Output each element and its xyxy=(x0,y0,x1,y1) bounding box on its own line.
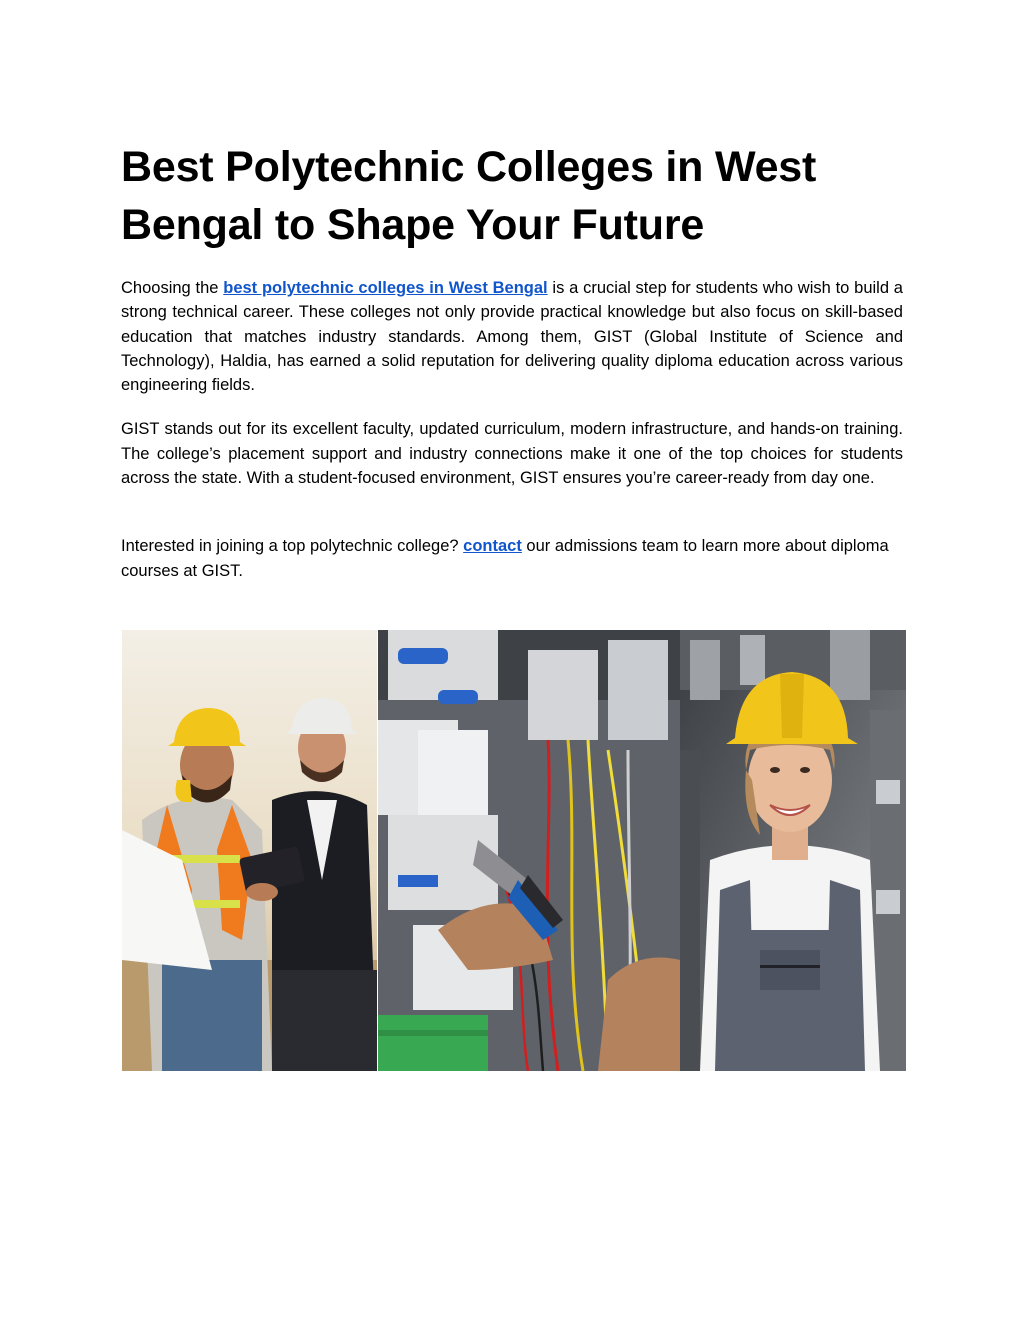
cta-paragraph xyxy=(121,534,903,583)
construction-workers-illustration xyxy=(122,630,377,1071)
contact-link[interactable]: contact xyxy=(463,537,522,556)
intro-paragraph xyxy=(121,276,903,397)
cta-text-before: Interested in joining a top polytechnic college? xyxy=(121,537,464,556)
electrician-wiring-illustration xyxy=(378,630,680,1071)
intro-text-after: is a crucial step for students who wish to build a strong technical career. These colleges not only provide practical knowledge but also focus on skill-based education that matches industry standards. Among them, GIST (Global Institute of Science and Technology), Haldia, has earned a solid reputation for delivering quality diploma education across various engineering fields. xyxy=(121,279,903,395)
page-title: Best Polytechnic Colleges in West Bengal to Shape Your Future xyxy=(121,143,817,249)
gist-paragraph: GIST stands out for its excellent faculty, updated curriculum, modern infrastructure, and hands-on training. The college’s placement support and industry connections make it one of the top choices for students across the state. With a student-focused environment, GIST ensures you’re career-ready from day one. xyxy=(121,420,903,488)
female-engineer-illustration xyxy=(680,630,906,1071)
cta-text-after: our admissions team to learn more about diploma courses at GIST. xyxy=(121,537,889,580)
photo-collage xyxy=(122,630,906,1071)
female-engineer-photo xyxy=(680,630,906,1071)
intro-text-before: Choosing the xyxy=(121,279,224,297)
best-colleges-link[interactable]: best polytechnic colleges in West Bengal xyxy=(223,279,548,297)
document-page xyxy=(121,138,903,583)
construction-workers-photo xyxy=(122,630,377,1071)
electrician-wiring-photo xyxy=(378,630,680,1071)
